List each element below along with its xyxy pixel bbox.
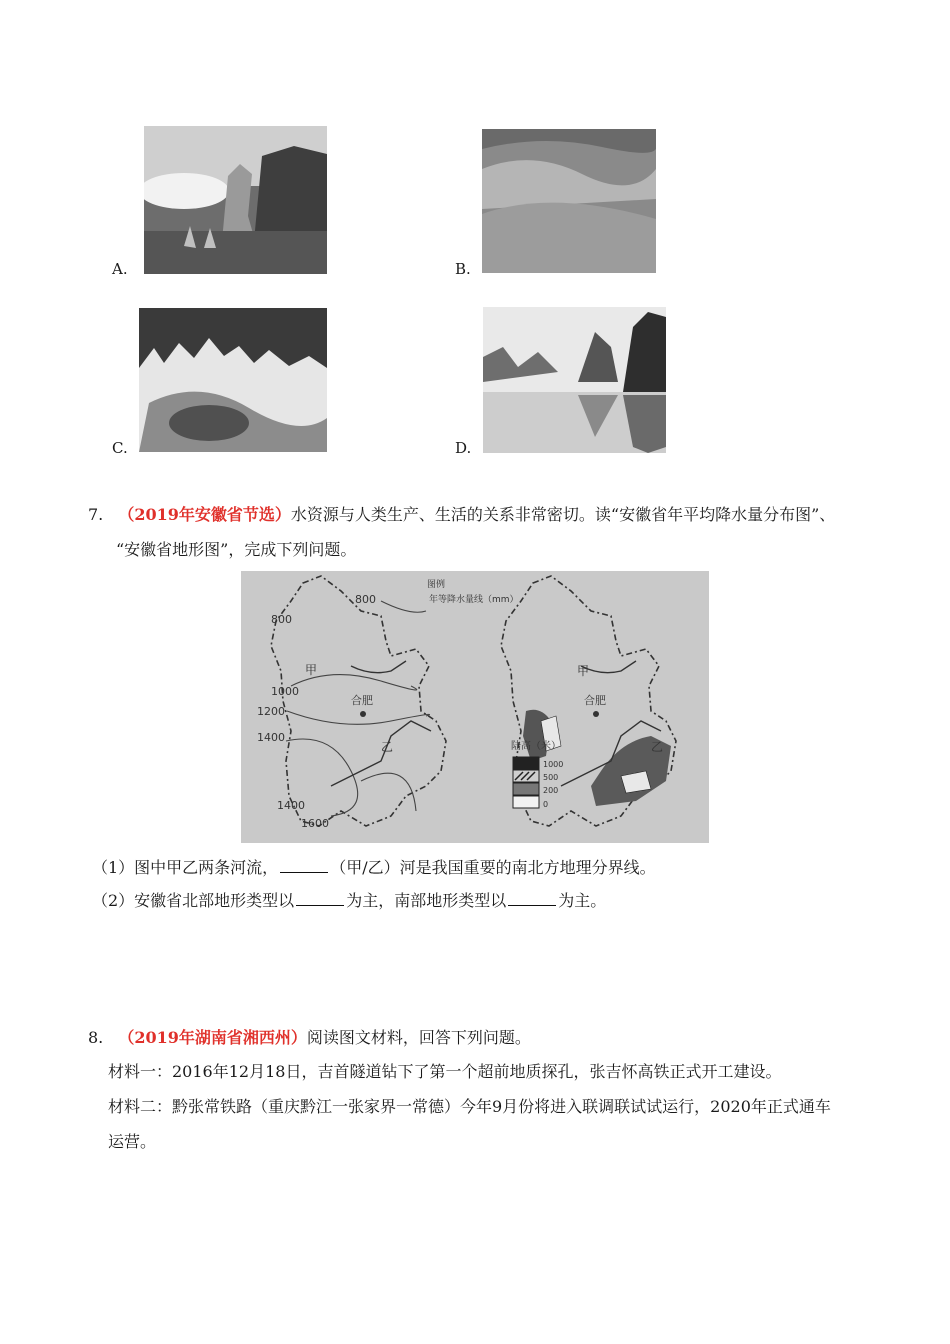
river-yi-label-right: 乙 <box>651 740 664 754</box>
elevation-200: 200 <box>543 786 559 795</box>
q7-sub1-blank <box>280 860 328 873</box>
q7-sub2-blank2 <box>508 893 556 906</box>
option-a-label: A. <box>112 260 128 278</box>
q7-stem-line1: 水资源与人类生产、生活的关系非常密切。读“安徽省年平均降水量分布图”、 <box>290 505 836 524</box>
hefei-label-left: 合肥 <box>351 694 373 707</box>
q8-material2-line2: 运营。 <box>108 1132 157 1151</box>
q8-source: （2019年湖南省湘西州） <box>118 1028 307 1047</box>
q8-number: 8. <box>88 1028 104 1047</box>
legend-title: 图例 <box>427 580 446 590</box>
elevation-1000: 1000 <box>543 760 564 769</box>
q7-sub1 <box>92 860 656 876</box>
q7-line1 <box>88 507 835 523</box>
hefei-dot-left <box>360 711 366 717</box>
q7-sub2-blank1 <box>296 893 344 906</box>
option-d-photo <box>483 307 666 453</box>
elevation-500: 500 <box>543 773 559 782</box>
hefei-dot-right <box>593 711 599 717</box>
q7-source: （2019年安徽省节选） <box>118 505 291 524</box>
anhui-maps-figure <box>241 571 709 843</box>
q7-sub2-text-a: （2）安徽省北部地形类型以 <box>92 891 295 910</box>
elevation-legend-title: 陆高（米） <box>511 741 561 752</box>
isoline-1400b <box>361 773 416 811</box>
river-yi-label-left: 乙 <box>381 740 394 754</box>
option-c-photo <box>139 308 327 452</box>
option-c-label: C. <box>112 439 128 457</box>
river-jia-label-right: 甲 <box>577 664 590 678</box>
q7-sub1-text-b: （甲/乙）河是我国重要的南北方地理分界线。 <box>330 858 656 877</box>
isoline-label-800a: 800 <box>355 593 376 606</box>
isoline-label-800b: 800 <box>271 613 292 626</box>
river-jia-right <box>581 661 636 673</box>
q7-sub2-text-b: 为主，南部地形类型以 <box>346 891 507 910</box>
isoline-label-1000: 1000 <box>271 685 299 698</box>
q7-sub1-text-a: （1）图中甲乙两条河流， <box>92 858 279 877</box>
q8-stem: 阅读图文材料，回答下列问题。 <box>306 1028 531 1047</box>
q7-number: 7. <box>88 505 104 524</box>
q8-line1 <box>88 1030 531 1046</box>
isoline-label-1400b: 1400 <box>277 799 305 812</box>
river-jia-label-left: 甲 <box>305 663 318 677</box>
q7-stem-line2: “安徽省地形图”，完成下列问题。 <box>116 540 357 559</box>
option-d-label: D. <box>455 439 472 457</box>
isoline-label-1400a: 1400 <box>257 731 285 744</box>
hefei-label-right: 合肥 <box>584 694 606 707</box>
option-a-photo <box>144 126 327 274</box>
q7-sub2-text-c: 为主。 <box>558 891 607 910</box>
legend-line <box>381 601 426 612</box>
q7-sub2 <box>92 893 606 909</box>
option-b-label: B. <box>455 260 471 278</box>
q8-material1: 材料一：2016年12月18日，吉首隧道钻下了第一个超前地质探孔，张吉怀高铁正式开工建设。 <box>108 1062 782 1081</box>
isoline-label-1600: 1600 <box>301 817 329 830</box>
isoline-label-1200: 1200 <box>257 705 285 718</box>
river-jia-left <box>351 661 406 673</box>
option-b-photo <box>482 129 656 273</box>
legend-item: 年等降水量线（mm） <box>429 595 519 605</box>
q8-material2-line1: 材料二：黔张常铁路（重庆黔江一张家界一常德）今年9月份将进入联调联试试运行，2020年正式通车 <box>108 1097 831 1116</box>
elevation-0: 0 <box>543 800 549 809</box>
